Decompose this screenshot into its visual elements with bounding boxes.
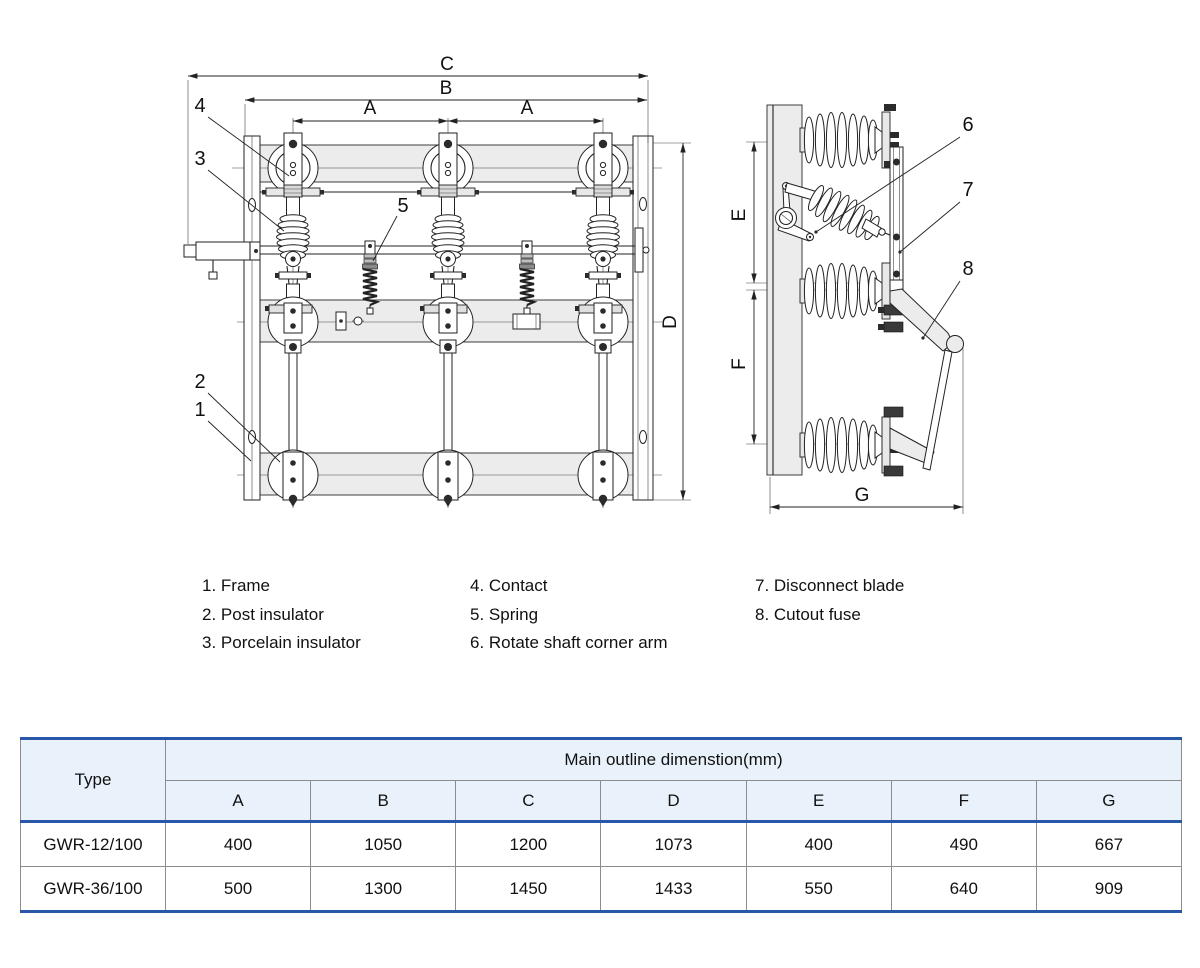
col-header-d: D (601, 781, 746, 822)
cell: 490 (891, 822, 1036, 867)
cell: 1200 (456, 822, 601, 867)
col-header-g: G (1036, 781, 1181, 822)
cell: 500 (166, 867, 311, 912)
row-type: GWR-12/100 (21, 822, 166, 867)
legend-item-8: 8. Cutout fuse (755, 604, 861, 624)
callout-4: 4 (194, 95, 206, 117)
cell: 667 (1036, 822, 1181, 867)
callout-5: 5 (397, 195, 409, 217)
cell: 909 (1036, 867, 1181, 912)
legend-column-2 (470, 572, 667, 658)
side-frame-column (767, 105, 802, 475)
side-insulator-bottom (800, 417, 899, 473)
table-row (21, 822, 1182, 867)
row-type: GWR-36/100 (21, 867, 166, 912)
cell: 1073 (601, 822, 746, 867)
dimension-table (20, 737, 1182, 913)
diagonal-insulator (806, 184, 892, 242)
callout-8: 8 (962, 258, 974, 280)
side-view (729, 104, 974, 514)
disconnect-blade-bar (890, 147, 903, 299)
col-header-c: C (456, 781, 601, 822)
table-group-header: Main outline dimenstion(mm) (166, 739, 1182, 781)
legend-item-5: 5. Spring (470, 604, 539, 624)
callout-2: 2 (194, 371, 206, 393)
cell: 640 (891, 867, 1036, 912)
legend-item-7: 7. Disconnect blade (755, 576, 905, 595)
callout-7: 7 (962, 179, 974, 201)
callout-6: 6 (962, 114, 974, 136)
cell: 1050 (311, 822, 456, 867)
fuse-tube (923, 350, 952, 470)
dim-label-b: B (439, 78, 453, 99)
legend-item-6: 6. Rotate shaft corner arm (470, 633, 668, 653)
dim-label-d: D (660, 315, 681, 329)
cutout-fuse-assembly (890, 289, 964, 470)
cell: 1300 (311, 867, 456, 912)
col-header-e: E (746, 781, 891, 822)
cell: 400 (166, 822, 311, 867)
callout-1: 1 (194, 399, 206, 421)
legend-item-1: 1. Frame (202, 576, 271, 595)
cell: 400 (746, 822, 891, 867)
dim-label-g: G (854, 485, 870, 506)
cell: 550 (746, 867, 891, 912)
dim-label-f: F (729, 358, 750, 370)
legend-item-2: 2. Post insulator (202, 604, 324, 624)
dim-label-c: C (440, 54, 454, 75)
legend-column-1 (202, 572, 361, 658)
dim-label-a2: A (520, 98, 534, 119)
table-header-type: Type (21, 739, 166, 822)
legend-item-4: 4. Contact (470, 576, 548, 595)
legend-column-3 (755, 572, 904, 629)
col-header-f: F (891, 781, 1036, 822)
corner-arm-assembly (776, 183, 893, 242)
side-insulator-top (800, 112, 899, 168)
legend-item-3: 3. Porcelain insulator (202, 633, 361, 653)
col-header-a: A (166, 781, 311, 822)
dim-label-a1: A (363, 98, 377, 119)
cell: 1433 (601, 867, 746, 912)
cell: 1450 (456, 867, 601, 912)
table-row (21, 867, 1182, 912)
front-view (184, 54, 691, 508)
dim-label-e: E (729, 208, 750, 222)
callout-3: 3 (194, 148, 206, 170)
col-header-b: B (311, 781, 456, 822)
